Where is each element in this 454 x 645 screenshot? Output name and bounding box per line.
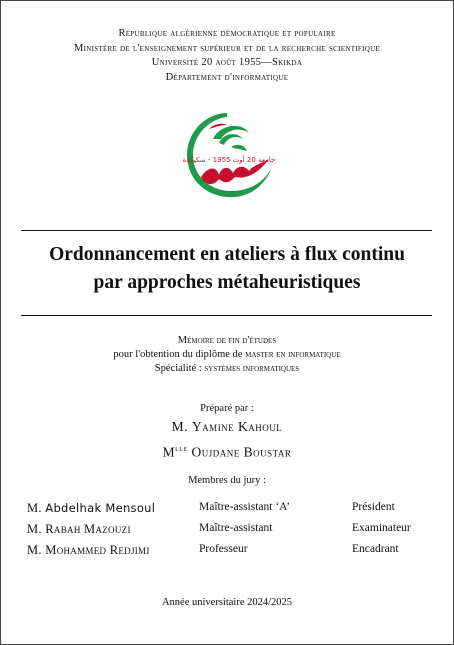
memoire-line: Mémoire de fin d'études [177,335,277,346]
author-2 [1,438,453,464]
department-line: Département d'informatique [165,71,289,83]
diploma-line [1,348,453,362]
memoire-info [1,334,453,376]
republic-line: République algérienne démocratique et populaire [118,28,336,39]
jury-member-name [27,522,131,537]
jury-member-title: M. [27,543,42,557]
jury-member-grade: Professeur [199,543,248,555]
jury-member-fullname: Rabah Mazouzi [45,522,131,536]
institution-header [1,27,453,85]
jury-table [27,501,437,564]
thesis-title [1,241,453,297]
author-2-sup: lle [175,444,188,453]
jury-member-role: Encadrant [352,543,399,555]
jury-member-grade: Maître-assistant [199,522,273,534]
author-1-title: M. [171,419,189,434]
bottom-rule [21,315,432,316]
specialty-line [1,362,453,376]
author-2-name: Oujdane Boustar [191,444,292,460]
specialty-prefix: Spécialité : [154,363,205,374]
jury-row [27,543,437,564]
university-logo-graphic [179,105,279,201]
jury-row [27,522,437,543]
jury-label: Membres du jury : [188,475,266,486]
academic-year: Année universitaire 2024/2025 [161,597,293,608]
prepared-by [1,402,453,464]
university-line: Université 20 août 1955—Skikda [151,57,303,68]
title-line-2: par approches métaheuristiques [93,272,361,293]
jury-member-title: M. [27,501,42,515]
author-1 [1,416,453,438]
prepared-label: Préparé par : [200,403,254,414]
specialty-value: systèmes informatiques [204,363,300,374]
university-logo [179,105,279,201]
jury-member-fullname: Mohammed Redjimi [45,543,150,557]
jury-member-name [27,543,150,558]
title-line-1: Ordonnancement en ateliers à flux continu [49,244,405,265]
jury-member-fullname: Abdelhak Mensoul [45,501,156,515]
diploma-prefix: pour l'obtention du diplôme de [113,349,246,360]
ministry-line: Ministère de l'enseignement supérieur et de la recherche scientifique [73,42,381,54]
top-rule [21,230,432,231]
jury-member-role: Président [352,501,395,513]
author-2-title: M [162,444,176,460]
diploma-degree: master en informatique [245,349,341,360]
jury-member-grade: Maître-assistant ‘A’ [199,501,291,513]
jury-member-title: M. [27,522,42,536]
author-1-name: Yamine Kahoul [191,419,283,434]
logo-arabic-text: جامعة 20 أوت 1955 - سكيكدة [182,156,276,164]
jury-row [27,501,437,522]
jury-member-name [27,501,155,516]
jury-member-role: Examinateur [352,522,411,534]
